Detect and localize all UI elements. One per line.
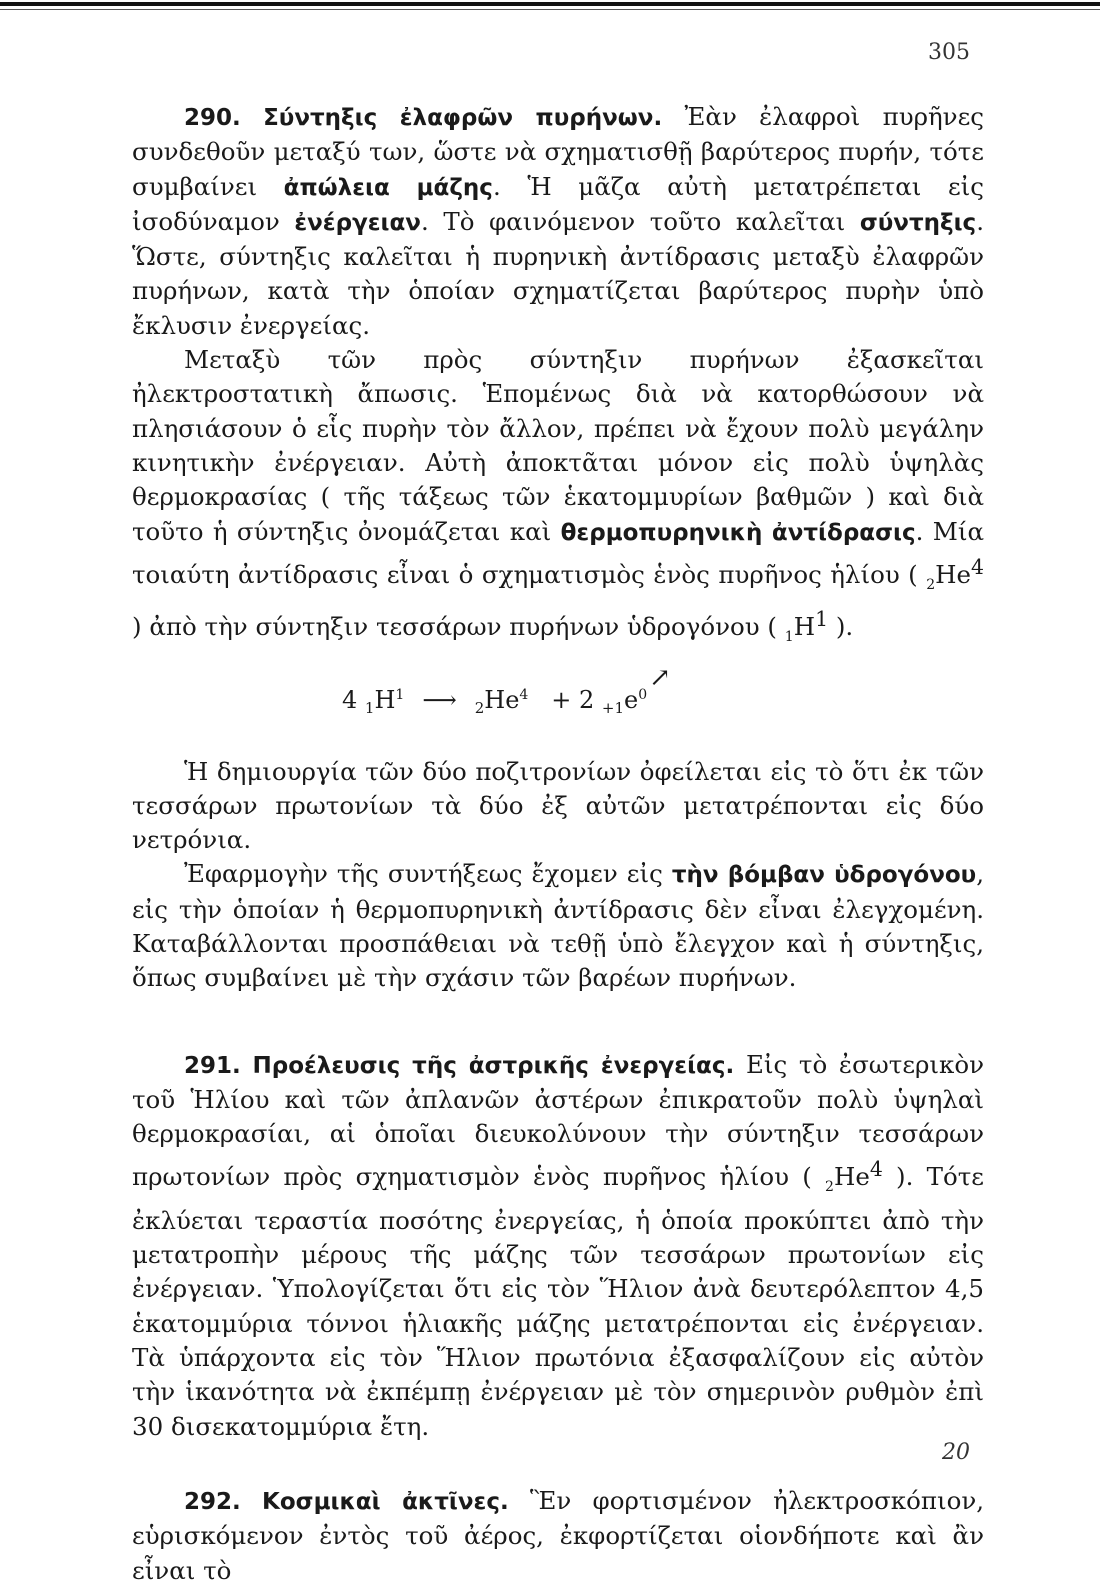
section-292-number: 292.	[184, 1488, 241, 1515]
reaction-arrow-icon: ⟶	[422, 685, 457, 714]
text-run: . Τὸ φαινόμενον τοῦτο καλεῖται	[420, 206, 860, 236]
section-291-number: 291.	[184, 1052, 241, 1079]
top-border-rule	[0, 2, 1100, 6]
equation-h-mass-number: 1	[395, 686, 405, 703]
section-291-title: Προέλευσις τῆς ἀστρικῆς ἐνεργείας.	[252, 1052, 735, 1079]
text-run: Ἐὰν ἐλαφροὶ πυρῆνες συνδεθοῦν μεταξύ των, ὥστε νὰ σχηματισθῇ βαρύτερος πυρήν, τότε συμβαίνει	[132, 102, 984, 201]
text-run: . Ὥστε, σύντηξις καλεῖται ἡ πυρηνικὴ ἀντίδρασις μεταξὺ ἐλαφρῶν πυρήνων, κατὰ τὴν ὁποίαν σχηματίζεται βαρύτερος πυρὴν ὑπὸ ἔκλυσιν ἐνεργείας.	[132, 206, 984, 340]
text-run: ) ἀπὸ τὴν σύντηξιν τεσσάρων πυρήνων ὑδρογόνου (	[132, 612, 785, 642]
equation-positron-mass: 0	[638, 686, 648, 703]
equation-coefficient: 4	[342, 685, 358, 714]
helium-atomic-number: 2	[926, 576, 936, 593]
helium-symbol: He	[935, 560, 972, 590]
section-290-paragraph-2	[132, 343, 984, 654]
text-run: ). Τότε ἐκλύεται τεραστία ποσότης ἐνεργείας, ἡ ὁποία προκύπτει ἀπὸ τὴν μετατροπὴν μέρους τῆς μάζης τῶν τεσσάρων πρωτονίων εἰς ἐνέργειαν. Ὑπολογίζεται ὅτι εἰς τὸν Ἥλιον ἀνὰ δευτερόλεπτον 4,5 ἑκατομμύρια τόννοι ἡλιακῆς μάζης μετατρέπονται εἰς ἐνέργειαν. Τὰ ὑπάρχοντα εἰς τὸν Ἥλιον πρωτόνια ἐξασφαλίζουν εἰς αὐτὸν τὴν ἱκανότητα νὰ ἐκπέμπῃ ἐνέργειαν μὲ τὸν σημερινὸν ρυθμὸν ἐπὶ 30 δισεκατομμύρια ἔτη.	[132, 1161, 984, 1441]
section-292-title: Κοσμικαὶ ἀκτῖνες.	[262, 1488, 509, 1515]
equation-positron-charge: +1	[601, 698, 625, 717]
top-border-thin-rule	[0, 9, 1100, 10]
equation-h-atomic-number: 1	[364, 698, 375, 717]
helium-mass-number: 4	[869, 1156, 883, 1181]
term-energy: ἐνέργειαν	[294, 209, 421, 236]
equation-he-symbol: He	[484, 685, 520, 714]
helium-atomic-number: 2	[825, 1178, 834, 1195]
text-run: . Μία τοιαύτη ἀντίδρασις εἶναι ὁ σχηματισμὸς ἑνὸς πυρῆνος ἡλίου (	[132, 516, 985, 590]
text-run: Μεταξὺ τῶν πρὸς σύντηξιν πυρήνων ἐξασκεῖται ἠλεκτροστατικὴ ἄπωσις. Ἑπομένως διὰ νὰ κατορθώσουν νὰ πλησιάσουν ὁ εἷς πυρὴν τὸν ἄλλον, πρέπει νὰ ἔχουν πολὺ μεγάλην κινητικὴν ἐνέργειαν. Αὐτὴ ἀποκτᾶται μόνον εἰς πολὺ ὑψηλὰς θερμοκρασίας ( τῆς τάξεως τῶν ἑκατομμυρίων βαθμῶν ) καὶ διὰ τοῦτο ἡ σύντηξις ὀνομάζεται καὶ	[132, 345, 984, 546]
term-thermonuclear-reaction: θερμοπυρηνικὴ ἀντίδρασις	[560, 519, 916, 546]
equation-he-mass-number: 4	[519, 686, 529, 703]
helium-mass-number: 4	[971, 554, 984, 579]
term-mass-loss: ἀπώλεια μάζης	[283, 174, 493, 201]
text-run: Ἓν φορτισμένον ἠλεκτροσκόπιον, εὑρισκόμενον ἐντὸς τοῦ ἀέρος, ἐκφορτίζεται οἱονδήποτε καὶ ἂν εἶναι τὸ	[132, 1485, 985, 1585]
hydrogen-mass-number: 1	[815, 607, 829, 632]
section-spacer	[132, 1444, 984, 1484]
term-hydrogen-bomb: τὴν βόμβαν ὑδρογόνου	[671, 862, 977, 889]
section-290-title: Σύντηξις ἐλαφρῶν πυρήνων.	[263, 105, 663, 131]
hydrogen-symbol: H	[793, 612, 816, 642]
fusion-equation	[342, 662, 984, 729]
equation-he-atomic-number: 2	[474, 698, 485, 717]
section-290-number: 290.	[184, 105, 241, 131]
equation-h-symbol: H	[374, 685, 396, 714]
section-spacer	[132, 996, 984, 1048]
equation-positron-symbol: e	[624, 685, 639, 714]
text-run: Εἰς τὸ ἐσωτερικὸν τοῦ Ἡλίου καὶ τῶν ἀπλανῶν ἀστέρων ἐπικρατοῦν πολὺ ὑψηλαὶ θερμοκρασίαι, αἱ ὁποῖαι διευκολύνουν τὴν σύντηξιν τεσσάρων πρωτονίων πρὸς σχηματισμὸν ἑνὸς πυρῆνος ἡλίου (	[132, 1049, 984, 1191]
text-run: , εἰς τὴν ὁποίαν ἡ θερμοπυρηνικὴ ἀντίδρασις δὲν εἶναι ἐλεγχομένη. Καταβάλλονται προσπάθειαι νὰ τεθῇ ὑπὸ ἔλεγχον καὶ ἡ σύντηξις, ὅπως συμβαίνει μὲ τὴν σχάσιν τῶν βαρέων πυρήνων.	[132, 859, 985, 993]
section-290-paragraph-3	[132, 755, 984, 858]
emission-arrow-icon: ↗	[649, 662, 671, 693]
equation-plus-two: + 2	[551, 685, 595, 714]
section-290-paragraph-4	[132, 857, 984, 995]
page-body	[132, 100, 984, 1588]
text-run: ).	[828, 612, 854, 642]
section-290-paragraph-1	[132, 100, 984, 343]
term-fusion: σύντηξις	[859, 209, 977, 236]
hydrogen-atomic-number: 1	[784, 629, 794, 646]
text-run: Ἐφαρμογὴν τῆς συντήξεως ἔχομεν εἰς	[184, 859, 672, 889]
text-run: . Ἡ μᾶζα αὐτὴ μετατρέπεται εἰς ἰσοδύναμον	[132, 171, 984, 236]
section-291-paragraph-1	[132, 1048, 984, 1444]
helium-symbol: He	[833, 1161, 870, 1191]
page-number: 305	[928, 40, 970, 65]
printer-signature-number: 20	[942, 1440, 970, 1465]
text-run: Ἡ δημιουργία τῶν δύο ποζιτρονίων ὀφείλεται εἰς τὸ ὅτι ἐκ τῶν τεσσάρων πρωτονίων τὰ δύο ἐξ αὐτῶν μετατρέπονται εἰς δύο νετρόνια.	[132, 756, 984, 855]
